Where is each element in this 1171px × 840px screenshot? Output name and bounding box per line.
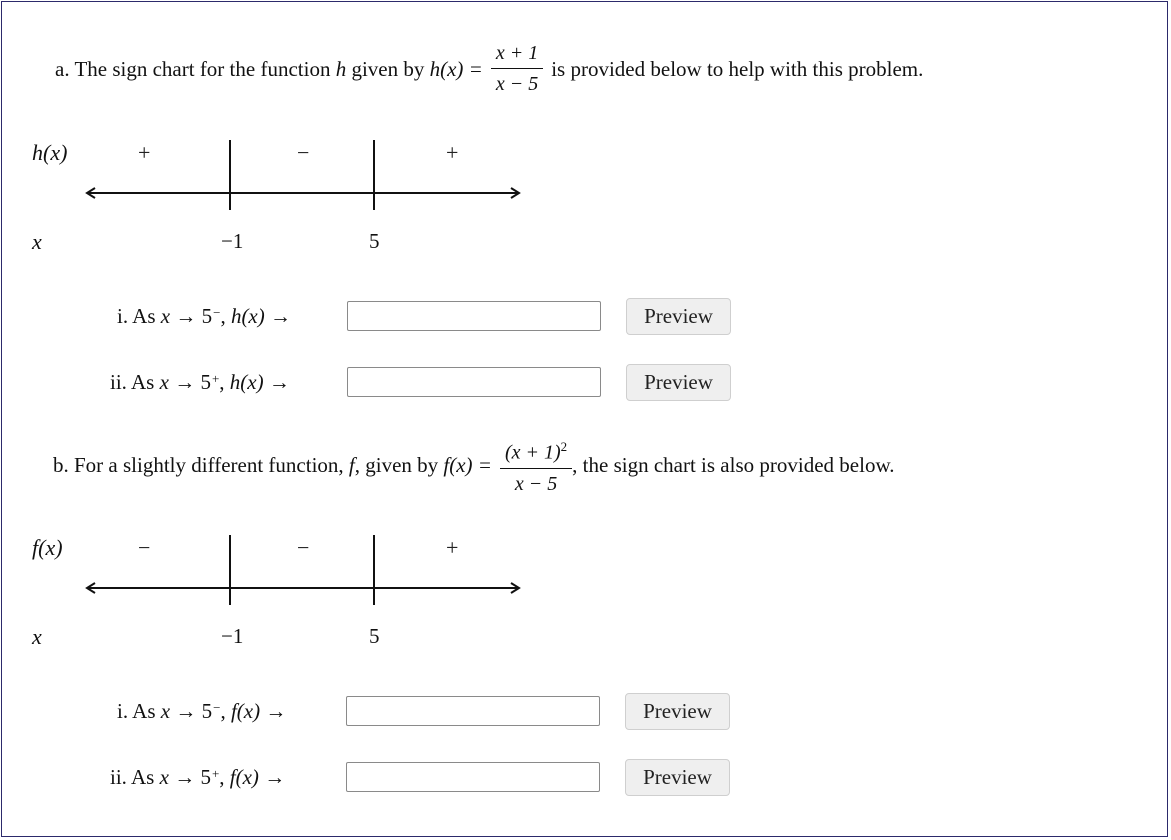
qb1-func: f(x) bbox=[230, 699, 261, 723]
part-b-numerator: (x + 1) bbox=[504, 441, 561, 464]
qa2-approach: → 5 bbox=[174, 370, 211, 394]
qb1-arrow: → bbox=[265, 699, 287, 723]
part-b-intro-after: , the sign chart is also provided below. bbox=[572, 453, 895, 478]
chart-b-sign-3: + bbox=[446, 535, 459, 560]
chart-a-tick-2: 5 bbox=[369, 229, 380, 253]
chart-b-tick-1: −1 bbox=[221, 624, 244, 648]
part-a-intro-before: a. The sign chart for the function bbox=[55, 56, 331, 81]
qb2-prefix: ii. As bbox=[110, 765, 155, 789]
part-a-statement bbox=[55, 40, 923, 97]
qb2-approach: → 5 bbox=[174, 765, 211, 789]
chart-b-tick-2: 5 bbox=[369, 624, 380, 648]
part-a-function-lhs: h(x) = bbox=[429, 56, 483, 81]
chart-b-function-label: f(x) bbox=[32, 535, 63, 560]
qa1-var: x bbox=[160, 304, 171, 328]
qb1-var: x bbox=[160, 699, 171, 723]
chart-a-sign-3: + bbox=[446, 140, 459, 165]
part-b-answer-ii-input[interactable] bbox=[346, 762, 600, 792]
qa2-arrow: → bbox=[268, 370, 290, 394]
part-a-preview-ii-button[interactable]: Preview bbox=[626, 364, 731, 401]
qa1-func: h(x) bbox=[230, 304, 265, 328]
part-a-answer-i-input[interactable] bbox=[347, 301, 601, 331]
part-b-question-ii: ii. As x → 5 + , f(x) → bbox=[110, 765, 286, 789]
chart-b-axis-label: x bbox=[32, 624, 42, 649]
part-a-given-by: given by bbox=[351, 56, 425, 81]
part-a-denominator: x − 5 bbox=[495, 73, 539, 95]
part-b-function-name: f bbox=[348, 453, 355, 478]
chart-a-axis-label: x bbox=[32, 229, 42, 254]
chart-b-sign-1: − bbox=[138, 535, 151, 560]
part-b-numerator-wrap bbox=[500, 434, 572, 469]
part-a-numerator: x + 1 bbox=[491, 40, 543, 69]
chart-b-sign-2: − bbox=[297, 535, 310, 560]
qa1-approach: → 5 bbox=[175, 304, 213, 328]
qb2-func: f(x) bbox=[229, 765, 259, 789]
chart-a-tick-1: −1 bbox=[221, 229, 244, 253]
chart-a-sign-1: + bbox=[138, 140, 151, 165]
qb2-side: + bbox=[211, 765, 220, 781]
qa1-prefix: i. As bbox=[117, 304, 156, 328]
qb1-side: − bbox=[213, 699, 221, 715]
part-a-fraction bbox=[491, 40, 543, 97]
part-b-preview-i-button[interactable]: Preview bbox=[625, 693, 730, 730]
part-b-fraction bbox=[500, 434, 572, 497]
qb2-arrow: → bbox=[264, 765, 286, 789]
part-a-function-name: h bbox=[335, 56, 347, 81]
qa2-var: x bbox=[159, 370, 169, 394]
part-a-question-ii: ii. As x → 5 + , h(x) → bbox=[110, 370, 290, 394]
qa2-prefix: ii. As bbox=[110, 370, 155, 394]
part-a-answer-ii-input[interactable] bbox=[347, 367, 601, 397]
part-a-preview-i-button[interactable]: Preview bbox=[626, 298, 731, 335]
part-b-answer-i-input[interactable] bbox=[346, 696, 600, 726]
part-a-intro-after: is provided below to help with this problem. bbox=[551, 56, 924, 81]
part-b-intro-before: b. For a slightly different function, bbox=[53, 453, 344, 478]
part-b-statement bbox=[53, 434, 895, 497]
qa1-side: − bbox=[213, 304, 221, 320]
qb2-var: x bbox=[159, 765, 169, 789]
part-b-denominator: x − 5 bbox=[514, 472, 558, 495]
qb1-approach: → 5 bbox=[175, 699, 213, 723]
qb1-prefix: i. As bbox=[117, 699, 156, 723]
qa1-arrow: → bbox=[270, 304, 291, 328]
part-a-question-i: i. As x → 5 − , h(x) → bbox=[117, 304, 291, 328]
chart-a-number-line bbox=[85, 140, 525, 220]
qa2-side: + bbox=[211, 370, 220, 386]
chart-a-function-label: h(x) bbox=[32, 140, 68, 165]
chart-a-sign-2: − bbox=[297, 140, 310, 165]
qa2-func: h(x) bbox=[229, 370, 264, 394]
part-b-numerator-exp: 2 bbox=[560, 439, 568, 454]
part-b-function-lhs: f(x) = bbox=[443, 453, 492, 478]
part-b-preview-ii-button[interactable]: Preview bbox=[625, 759, 730, 796]
chart-b-number-line bbox=[85, 535, 525, 615]
part-b-given-by: , given by bbox=[354, 453, 439, 478]
part-b-question-i: i. As x → 5 − , f(x) → bbox=[117, 699, 287, 723]
